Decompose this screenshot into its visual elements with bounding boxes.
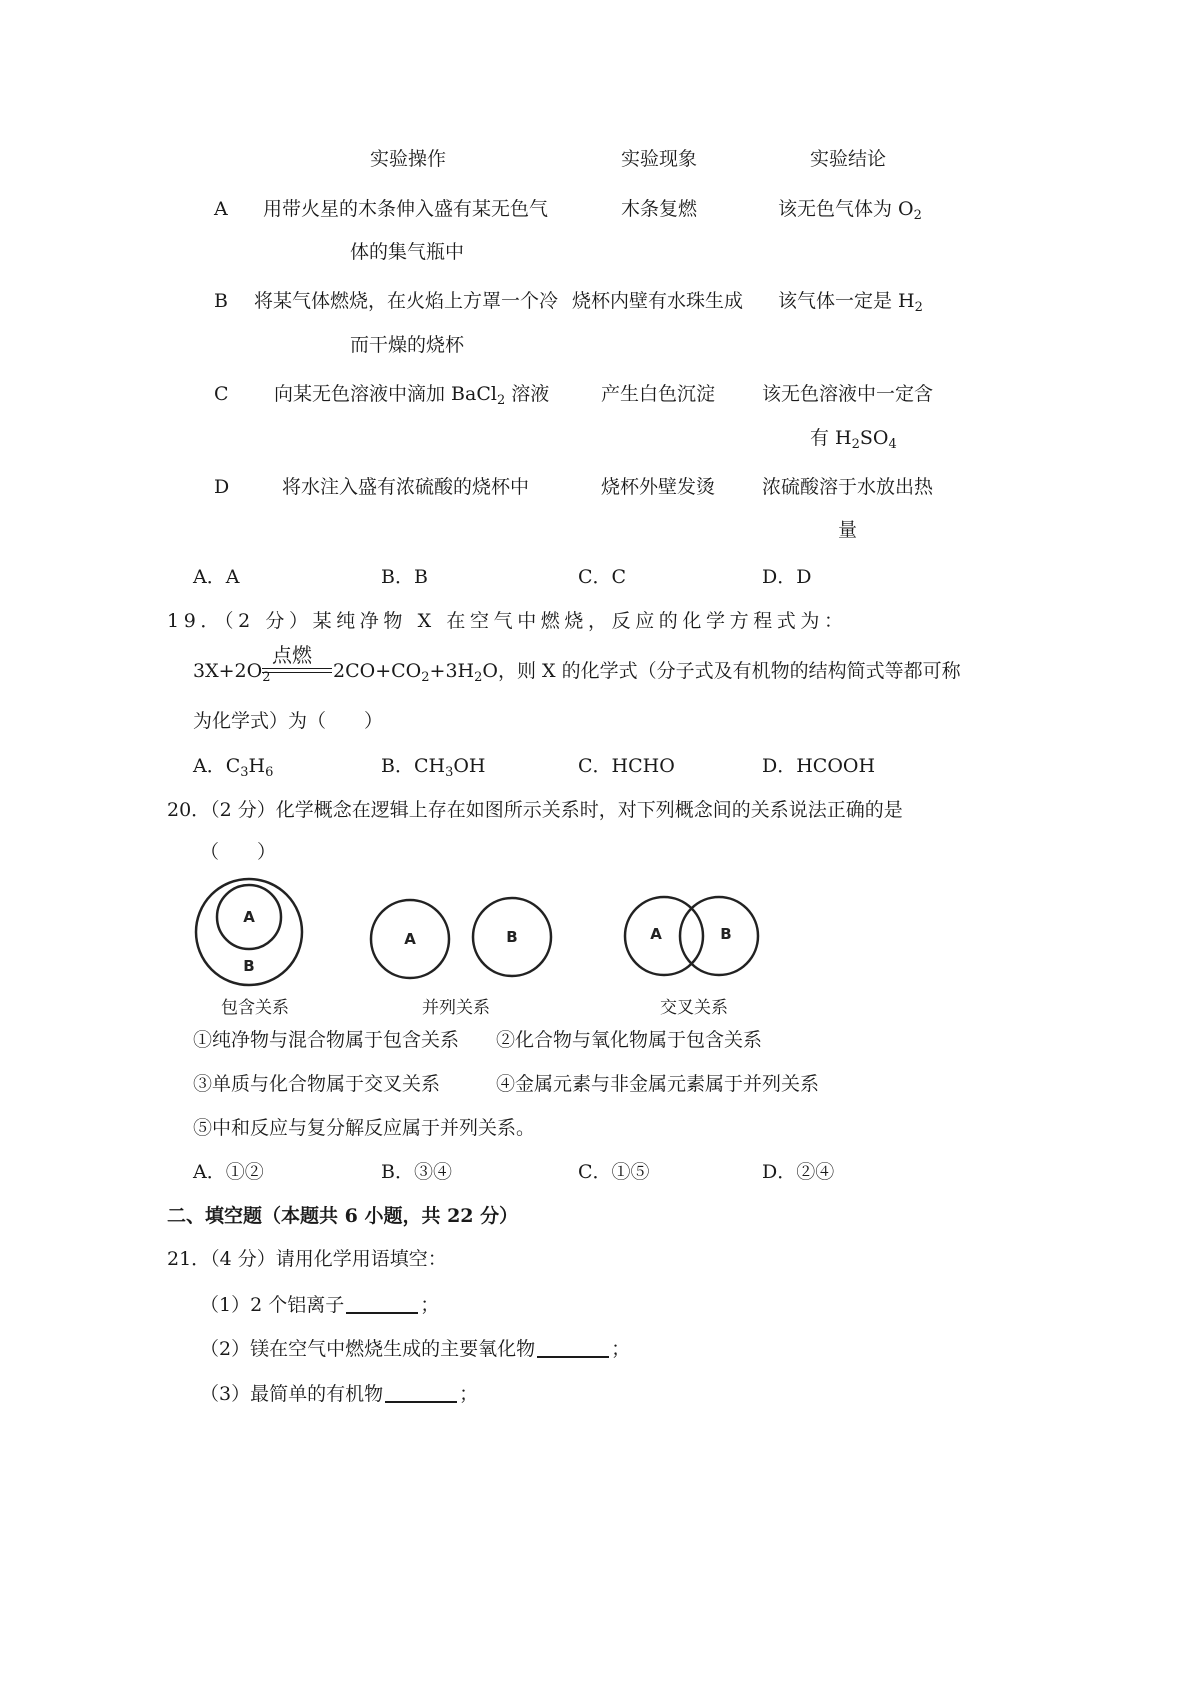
caption-cross: 交叉关系 — [660, 998, 728, 1018]
answer-blank[interactable] — [346, 1294, 418, 1314]
table-header-phenomenon: 实验现象 — [621, 148, 698, 170]
option-a[interactable]: A．A — [193, 566, 240, 588]
statement-3: ③单质与化合物属于交叉关系 — [193, 1073, 441, 1095]
row-operation: 将水注入盛有浓硫酸的烧杯中 — [282, 476, 530, 498]
row-label: B — [214, 290, 228, 312]
containment-diagram — [196, 879, 302, 985]
statement-5: ⑤中和反应与复分解反应属于并列关系。 — [193, 1117, 536, 1139]
statement-4: ④金属元素与非金属元素属于并列关系 — [496, 1073, 820, 1095]
row-conclusion: 该气体一定是 $H_2$ — [778, 290, 923, 315]
reaction-condition: 点燃 — [272, 643, 312, 667]
option-c[interactable]: C．①⑤ — [578, 1161, 650, 1183]
row-phenomenon: 木条复燃 — [621, 198, 698, 220]
row-operation: 将某气体燃烧，在火焰上方罩一个冷 — [254, 290, 559, 312]
row-phenomenon: 烧杯内壁有水珠生成 — [572, 290, 744, 312]
fill-item-3: （3）最简单的有机物 ； — [200, 1383, 479, 1405]
table-header-conclusion: 实验结论 — [810, 148, 887, 170]
option-a[interactable]: A．①② — [193, 1161, 264, 1183]
caption-parallel: 并列关系 — [422, 998, 490, 1018]
answer-blank[interactable] — [385, 1383, 457, 1403]
row-conclusion: 该无色气体为 $O_2$ — [778, 198, 922, 223]
row-label: C — [214, 383, 229, 405]
row-conclusion-cont: 有 $H_2SO_4$ — [810, 427, 897, 452]
option-a[interactable]: A．$C_3H_6$ — [193, 755, 274, 780]
row-conclusion-cont: 量 — [838, 519, 858, 541]
fill-item-1: （1）2 个铝离子 ； — [200, 1294, 440, 1316]
row-phenomenon: 产生白色沉淀 — [601, 383, 716, 405]
row-label: D — [214, 476, 230, 498]
statement-1: ①纯净物与混合物属于包含关系 — [193, 1029, 460, 1051]
q21-stem: 21．（4 分）请用化学用语填空： — [167, 1248, 447, 1270]
answer-blank[interactable] — [537, 1338, 609, 1358]
label-b: B — [506, 928, 518, 946]
option-b[interactable]: B．③④ — [381, 1161, 452, 1183]
q19-stem: 19．（2 分）某纯净物 X 在空气中燃烧，反应的化学方程式为： — [167, 610, 848, 632]
q19-equation-right: $2CO+CO_2+3H_2O$，则 X 的化学式（分子式及有机物的结构简式等都可称 — [333, 660, 961, 685]
table-header-operation: 实验操作 — [370, 148, 447, 170]
row-conclusion: 该无色溶液中一定含 — [762, 383, 934, 405]
option-b[interactable]: B．$CH_3OH$ — [381, 755, 486, 780]
row-phenomenon: 烧杯外壁发烫 — [601, 476, 716, 498]
option-c[interactable]: C．C — [578, 566, 627, 588]
q19-equation-left: $3X+2O_2$ — [193, 660, 271, 685]
q20-stem-paren: （ ） — [200, 841, 277, 863]
option-d[interactable]: D．HCOOH — [762, 755, 876, 777]
row-operation-cont: 而干燥的烧杯 — [350, 334, 465, 356]
row-operation-cont: 体的集气瓶中 — [350, 241, 465, 263]
option-b[interactable]: B．B — [381, 566, 428, 588]
option-d[interactable]: D．D — [762, 566, 812, 588]
label-b: B — [720, 925, 732, 943]
label-a: A — [243, 908, 255, 926]
label-a: A — [650, 925, 662, 943]
label-b: B — [243, 957, 255, 975]
caption-containment: 包含关系 — [221, 998, 289, 1018]
row-operation: 用带火星的木条伸入盛有某无色气 — [263, 198, 549, 220]
fill-item-2: （2）镁在空气中燃烧生成的主要氧化物 ； — [200, 1338, 631, 1360]
label-a: A — [404, 930, 416, 948]
option-c[interactable]: C．HCHO — [578, 755, 675, 777]
cross-diagram — [625, 897, 758, 975]
q19-stem-end: 为化学式）为（ ） — [193, 710, 384, 732]
row-operation: 向某无色溶液中滴加 BaCl$_2$ 溶液 — [274, 383, 550, 408]
section-title: 二、填空题（本题共 6 小题，共 22 分） — [167, 1205, 519, 1227]
q20-stem: 20．（2 分）化学概念在逻辑上存在如图所示关系时，对下列概念间的关系说法正确的是 — [167, 799, 903, 821]
statement-2: ②化合物与氧化物属于包含关系 — [496, 1029, 763, 1051]
option-d[interactable]: D．②④ — [762, 1161, 835, 1183]
circle-b — [680, 897, 758, 975]
parallel-diagram — [371, 898, 551, 978]
row-conclusion: 浓硫酸溶于水放出热 — [762, 476, 934, 498]
row-label: A — [214, 198, 228, 220]
